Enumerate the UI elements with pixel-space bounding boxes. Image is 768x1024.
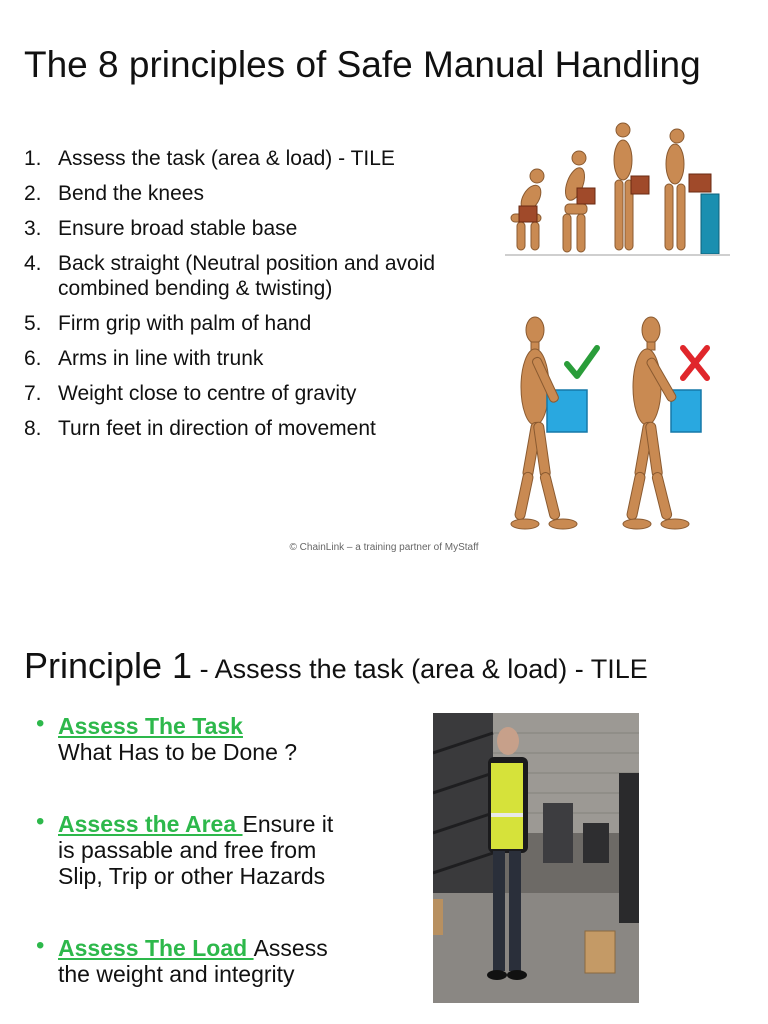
list-item — [36, 932, 346, 987]
check-icon — [567, 348, 597, 376]
item-body: Ensure it is passable and free from Slip, Trip or other Hazards — [58, 811, 334, 889]
list-item — [24, 346, 494, 371]
item-number: 5. — [24, 312, 42, 335]
item-text: Bend the knees — [58, 182, 204, 205]
cross-icon — [683, 348, 707, 378]
item-number: 1. — [24, 147, 42, 170]
item-heading: Assess The Load — [58, 935, 254, 961]
lifting-sequence-figure — [505, 118, 730, 260]
slide-title: The 8 principles of Safe Manual Handling — [24, 44, 701, 85]
list-item — [24, 311, 494, 336]
item-body: What Has to be Done ? — [58, 739, 298, 765]
copyright-notice: © ChainLink – a training partner of MyStaff — [289, 542, 479, 553]
item-text: Arms in line with trunk — [58, 347, 264, 370]
item-number: 2. — [24, 182, 42, 205]
carrying-posture-figure — [505, 312, 725, 534]
item-text: Ensure broad stable base — [58, 217, 298, 240]
list-item — [24, 381, 494, 406]
list-item — [24, 146, 494, 171]
title-subtitle: - Assess the task (area & load) - TILE — [192, 654, 648, 684]
assess-list — [36, 710, 346, 1015]
item-heading: Assess The Task — [58, 713, 243, 739]
item-text: Weight close to centre of gravity — [58, 382, 357, 405]
item-heading: Assess the Area — [58, 811, 243, 837]
item-text: Firm grip with palm of hand — [58, 312, 312, 335]
item-text: Back straight (Neutral position and avoid combined bending & twisting) — [58, 252, 436, 300]
item-number: 6. — [24, 347, 42, 370]
item-number: 7. — [24, 382, 42, 405]
warehouse-photo — [433, 713, 639, 1003]
item-number: 4. — [24, 252, 42, 275]
list-item — [36, 808, 346, 889]
list-item — [24, 416, 494, 441]
slide-2 — [0, 585, 768, 1024]
bullet-icon: • — [36, 932, 45, 959]
principles-list — [24, 146, 494, 451]
list-item — [24, 216, 494, 241]
list-item — [24, 181, 494, 206]
item-number: 8. — [24, 417, 42, 440]
list-item — [36, 710, 346, 765]
title-principle: Principle 1 — [24, 645, 193, 686]
slide-title — [24, 645, 648, 687]
item-text: Assess the task (area & load) - TILE — [58, 147, 395, 170]
list-item — [24, 251, 444, 301]
item-number: 3. — [24, 217, 42, 240]
item-text: Turn feet in direction of movement — [58, 417, 376, 440]
item-body: Assess the weight and integrity — [58, 935, 328, 987]
bullet-icon: • — [36, 808, 45, 835]
bullet-icon: • — [36, 710, 45, 737]
